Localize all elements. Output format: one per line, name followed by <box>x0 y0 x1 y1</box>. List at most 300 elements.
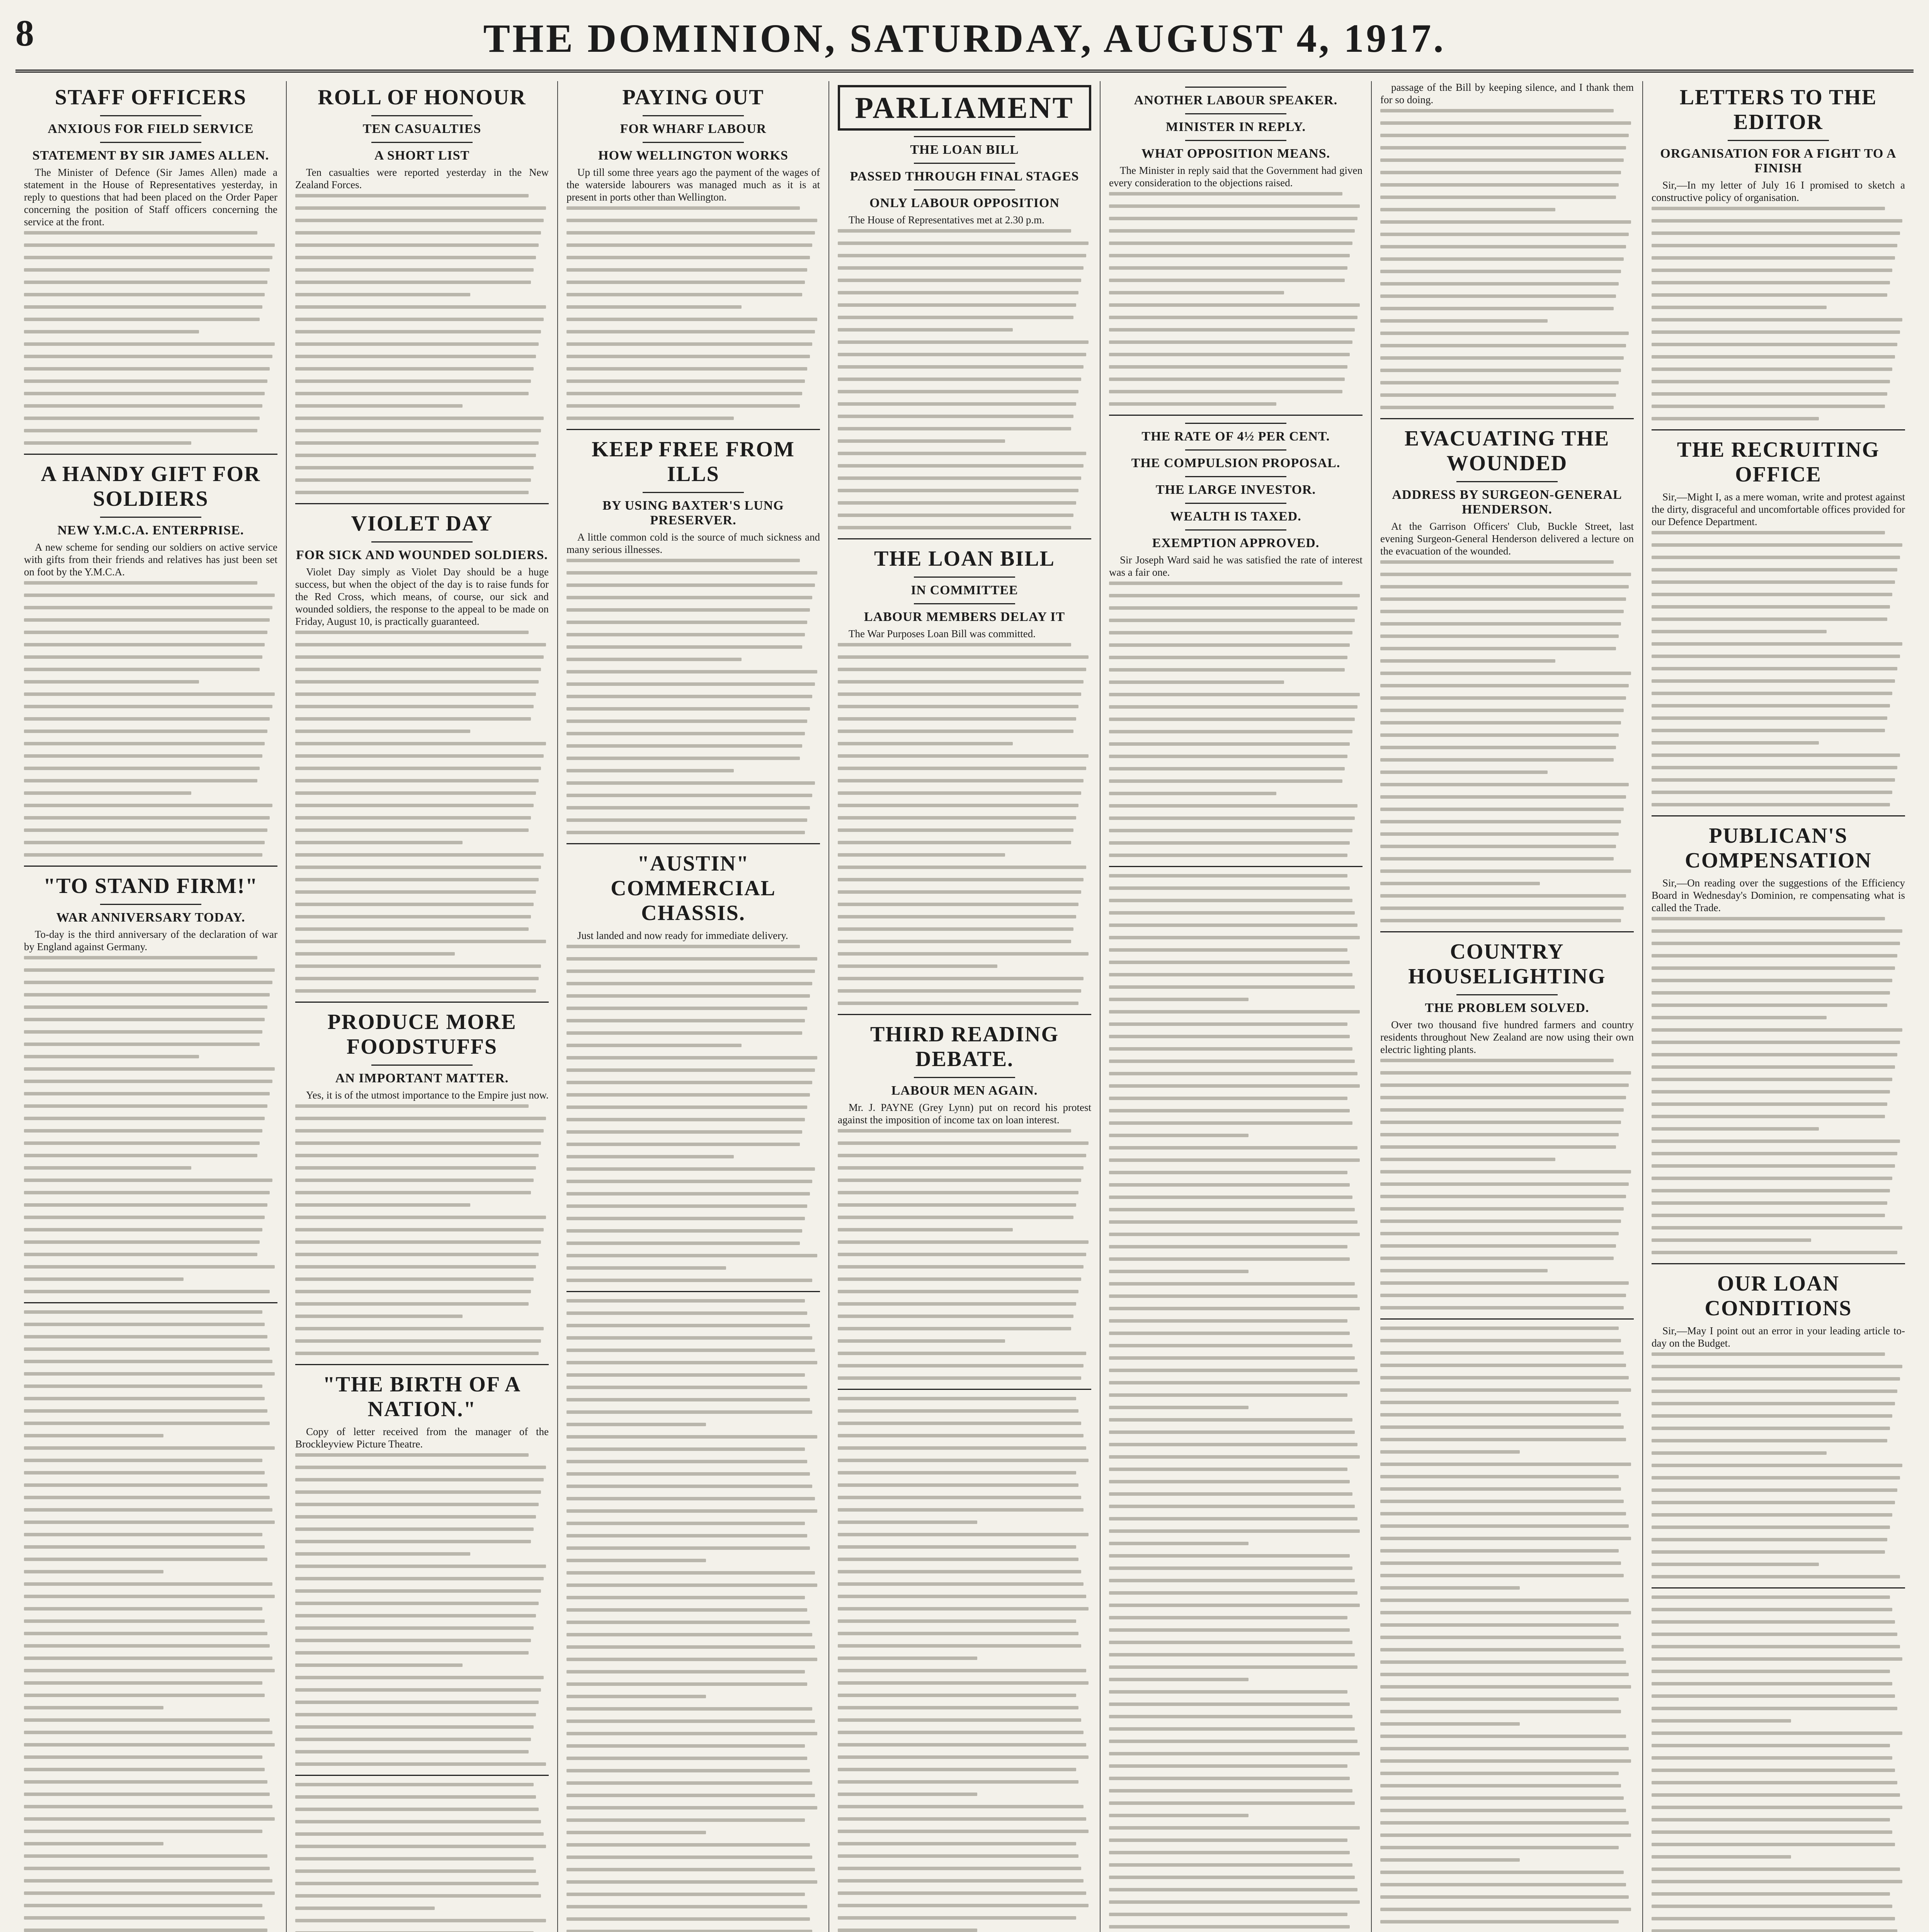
text-line <box>24 1805 272 1808</box>
text-line <box>1652 1102 1887 1106</box>
text-line <box>1652 929 1902 933</box>
text-line <box>295 1639 531 1642</box>
text-line <box>1380 1257 1614 1260</box>
text-line <box>1380 1071 1631 1075</box>
text-line <box>1380 393 1616 397</box>
text-line <box>24 1533 262 1536</box>
text-line <box>295 1783 534 1786</box>
text-line <box>838 717 1076 721</box>
text-line <box>838 1002 1078 1005</box>
article-subheading: THE LOAN BILL <box>910 143 1019 157</box>
text-line <box>838 1129 1071 1133</box>
text-line <box>1652 417 1819 420</box>
text-line <box>1652 1620 1895 1624</box>
text-line <box>24 643 265 646</box>
divider <box>914 163 1015 164</box>
article-subheading: ADDRESS BY SURGEON-GENERAL HENDERSON. <box>1392 488 1622 517</box>
text-line <box>1109 1455 1360 1459</box>
text-line <box>1109 1171 1347 1174</box>
text-line <box>24 1471 265 1475</box>
text-line <box>1109 936 1360 939</box>
text-line <box>838 1768 1076 1771</box>
text-line <box>566 583 815 587</box>
text-line <box>1109 242 1352 245</box>
text-line <box>838 1916 1076 1920</box>
text-line <box>24 1731 272 1734</box>
text-line <box>838 242 1089 245</box>
text-line <box>1380 1108 1624 1112</box>
text-line <box>24 1508 272 1512</box>
text-line <box>1380 282 1619 286</box>
text-line <box>838 1694 1076 1697</box>
body-text-block <box>1652 207 1905 420</box>
column-1 <box>15 81 287 1932</box>
article-subheading: BY USING BAXTER'S LUNG PRESERVER. <box>602 498 784 527</box>
article <box>295 1372 549 1776</box>
text-line <box>566 256 810 259</box>
section-divider <box>1652 429 1905 430</box>
text-line <box>295 1626 534 1630</box>
text-line <box>1652 1892 1890 1896</box>
text-line <box>295 717 531 721</box>
article-subheading: AN IMPORTANT MATTER. <box>335 1071 509 1085</box>
text-line <box>1380 294 1616 298</box>
divider <box>914 1077 1015 1078</box>
text-line <box>24 1570 163 1573</box>
text-line <box>1652 1139 1900 1143</box>
text-line <box>24 1793 270 1796</box>
text-line <box>24 367 270 371</box>
text-line <box>24 754 262 758</box>
text-line <box>566 1007 807 1010</box>
text-line <box>24 1582 272 1586</box>
text-line <box>1109 911 1355 915</box>
text-line <box>295 816 531 820</box>
text-line <box>566 1266 726 1270</box>
text-line <box>295 1453 529 1457</box>
text-line <box>1652 1563 1819 1566</box>
article-headline: STAFF OFFICERS <box>54 85 247 109</box>
text-line <box>1109 402 1276 406</box>
text-line <box>1109 1134 1249 1137</box>
text-line <box>838 1582 1084 1586</box>
article <box>295 1010 549 1365</box>
text-line <box>566 670 817 673</box>
divider <box>1185 113 1286 114</box>
text-line <box>295 1302 529 1306</box>
text-line <box>295 1651 529 1655</box>
text-line <box>566 1192 810 1196</box>
text-line <box>838 903 1078 906</box>
text-line <box>1109 1665 1357 1669</box>
text-line <box>24 1434 163 1437</box>
text-line <box>295 668 541 671</box>
text-line <box>838 791 1081 795</box>
text-line <box>24 779 257 782</box>
text-line <box>295 1503 539 1506</box>
article-lede: The House of Representatives met at 2.30 p.m. <box>849 214 1044 226</box>
text-line <box>566 1349 815 1352</box>
text-line <box>566 1868 815 1871</box>
text-line <box>1380 610 1624 613</box>
text-line <box>1109 1801 1355 1805</box>
article-subheading: EXEMPTION APPROVED. <box>1152 536 1320 550</box>
text-line <box>1380 1327 1619 1330</box>
text-line <box>838 643 1071 646</box>
body-text-block <box>566 945 820 1282</box>
article-lede: The Minister of Defence (Sir James Allen) made a statement in the House of Representatives yesterday, in reply to questions that had been placed on the Order Paper concerning the position of Staff officers concerning the service at the front. <box>24 167 277 228</box>
text-line <box>1380 1401 1619 1404</box>
text-line <box>295 1808 539 1811</box>
text-line <box>295 1466 546 1469</box>
text-line <box>566 417 734 420</box>
text-line <box>1380 158 1624 162</box>
text-line <box>566 1167 815 1171</box>
text-line <box>24 342 275 346</box>
text-line <box>838 1743 1086 1747</box>
text-line <box>295 491 529 494</box>
text-line <box>1652 1657 1902 1661</box>
article-subheading: ONLY LABOUR OPPOSITION <box>869 196 1060 210</box>
text-line <box>838 526 1071 529</box>
text-line <box>295 293 470 296</box>
text-line <box>1652 1744 1890 1747</box>
article <box>1380 81 1634 419</box>
text-line <box>838 464 1084 468</box>
text-line <box>1652 1226 1902 1230</box>
text-line <box>24 1817 275 1821</box>
text-line <box>1652 605 1890 609</box>
text-line <box>1652 1078 1892 1081</box>
text-line <box>566 969 815 973</box>
article-headline: COUNTRY HOUSELIGHTING <box>1408 940 1606 988</box>
article-subheading: LABOUR MEN AGAIN. <box>891 1083 1038 1098</box>
text-line <box>1109 767 1345 770</box>
text-line <box>24 1694 265 1697</box>
text-line <box>566 1155 734 1158</box>
text-line <box>295 1919 546 1922</box>
text-line <box>1380 171 1621 174</box>
text-line <box>838 1434 1084 1437</box>
section-divider <box>1652 815 1905 816</box>
text-line <box>295 454 536 457</box>
text-line <box>24 1240 260 1244</box>
text-line <box>295 256 536 259</box>
text-line <box>24 1043 260 1046</box>
text-line <box>566 1509 817 1513</box>
text-line <box>295 1869 536 1873</box>
text-line <box>838 1656 977 1660</box>
text-line <box>1380 1294 1626 1297</box>
text-line <box>838 1240 1089 1244</box>
text-line <box>24 1916 265 1920</box>
text-line <box>1652 679 1895 683</box>
text-line <box>1109 1579 1355 1582</box>
text-line <box>1109 1777 1350 1780</box>
text-line <box>295 1154 539 1157</box>
article <box>838 546 1091 1015</box>
divider <box>371 115 473 116</box>
text-line <box>566 1485 812 1488</box>
text-line <box>24 705 272 708</box>
text-line <box>24 791 191 795</box>
text-line <box>24 1755 262 1759</box>
text-line <box>1380 1145 1616 1149</box>
article <box>24 85 277 455</box>
text-line <box>838 816 1076 820</box>
text-line <box>1109 961 1350 964</box>
text-line <box>1380 1772 1619 1775</box>
text-line <box>566 1093 810 1097</box>
divider <box>100 142 201 143</box>
text-line <box>838 489 1078 492</box>
article-headline: "AUSTIN" COMMERCIAL CHASSIS. <box>611 852 776 925</box>
column-3 <box>558 81 829 1932</box>
text-line <box>1380 1747 1629 1750</box>
text-line <box>1380 1463 1631 1466</box>
divider <box>1456 481 1558 482</box>
text-line <box>1652 318 1902 321</box>
text-line <box>24 1718 270 1722</box>
text-line <box>24 379 267 383</box>
text-line <box>838 730 1073 733</box>
text-line <box>295 1339 541 1343</box>
text-line <box>1652 1238 1811 1242</box>
text-line <box>1380 1269 1548 1272</box>
text-line <box>566 1336 812 1340</box>
text-line <box>566 806 810 810</box>
text-line <box>24 1154 257 1157</box>
text-line <box>295 1540 531 1543</box>
text-line <box>295 828 529 832</box>
text-line <box>1380 845 1616 848</box>
article <box>1380 426 1634 932</box>
text-line <box>24 293 265 296</box>
text-line <box>295 1117 546 1120</box>
text-line <box>1380 344 1626 347</box>
masthead-title: THE DOMINION, SATURDAY, AUGUST 4, 1917. <box>483 16 1446 61</box>
text-line <box>838 754 1089 758</box>
text-line <box>295 804 534 807</box>
text-line <box>1380 1561 1621 1565</box>
text-line <box>24 1558 267 1561</box>
section-divider <box>566 429 820 430</box>
text-line <box>566 794 812 797</box>
text-line <box>566 645 802 649</box>
text-line <box>24 1277 184 1281</box>
text-line <box>295 952 455 956</box>
text-line <box>295 643 546 646</box>
body-text-block <box>1652 1595 1905 1932</box>
text-line <box>566 379 805 383</box>
text-line <box>1109 1332 1350 1335</box>
text-line <box>295 1228 544 1231</box>
text-line <box>1652 1028 1902 1032</box>
text-line <box>24 631 267 634</box>
text-line <box>1652 1003 1887 1007</box>
text-line <box>838 427 1071 430</box>
text-line <box>295 342 539 346</box>
body-text-block <box>1652 917 1905 1254</box>
text-line <box>838 952 1089 956</box>
text-line <box>295 1688 541 1692</box>
text-line <box>1380 1611 1631 1614</box>
divider <box>914 136 1015 137</box>
text-line <box>1109 1653 1355 1656</box>
article-headline: KEEP FREE FROM ILLS <box>592 437 795 486</box>
text-line <box>566 1472 810 1476</box>
text-line <box>1380 622 1621 626</box>
text-line <box>838 1570 1081 1573</box>
text-line <box>1380 270 1621 273</box>
text-line <box>24 1879 272 1883</box>
section-divider <box>295 1775 549 1776</box>
text-line <box>566 1695 706 1698</box>
text-line <box>1380 1388 1631 1392</box>
text-line <box>1109 779 1342 783</box>
text-line <box>838 1854 1078 1858</box>
text-line <box>838 514 1073 517</box>
text-line <box>24 1496 270 1499</box>
text-line <box>838 680 1084 684</box>
text-line <box>1652 630 1827 633</box>
body-text-block <box>1109 582 1363 857</box>
divider <box>1185 87 1286 88</box>
text-line <box>566 1229 802 1233</box>
text-line <box>295 1857 534 1861</box>
text-line <box>566 1893 805 1896</box>
text-line <box>1652 1352 1885 1356</box>
text-line <box>1380 1133 1619 1136</box>
text-line <box>295 466 534 469</box>
article-subheading: MINISTER IN REPLY. <box>1165 120 1306 134</box>
text-line <box>566 818 807 822</box>
text-line <box>1109 656 1347 659</box>
text-line <box>1380 1121 1621 1124</box>
text-line <box>295 243 539 247</box>
text-line <box>295 194 529 197</box>
text-line <box>24 853 262 857</box>
text-line <box>566 342 812 346</box>
text-line <box>1109 365 1347 369</box>
article-subheading: NEW Y.M.C.A. ENTERPRISE. <box>57 523 244 537</box>
body-text-block <box>24 231 277 445</box>
text-line <box>1109 804 1357 808</box>
article <box>24 462 277 867</box>
text-line <box>1109 1641 1352 1644</box>
text-line <box>295 1894 541 1898</box>
text-line <box>566 1559 706 1562</box>
text-line <box>1652 231 1900 235</box>
text-line <box>295 791 536 795</box>
text-line <box>1652 1164 1895 1168</box>
text-line <box>566 1522 805 1525</box>
section-divider <box>566 1291 820 1292</box>
text-line <box>1380 585 1629 588</box>
divider <box>1185 476 1286 477</box>
text-line <box>838 1471 1076 1475</box>
text-line <box>838 1607 1089 1611</box>
article-lede: Yes, it is of the utmost importance to the Empire just now. <box>306 1089 549 1101</box>
text-line <box>566 1794 815 1797</box>
text-line <box>838 1265 1084 1269</box>
text-line <box>1652 991 1890 995</box>
text-line <box>566 658 742 661</box>
text-line <box>838 1290 1078 1293</box>
text-line <box>295 1750 529 1753</box>
text-line <box>1652 1476 1900 1480</box>
article-subheading: ANOTHER LABOUR SPEAKER. <box>1134 93 1338 107</box>
text-line <box>24 1830 262 1833</box>
article <box>1109 423 1363 867</box>
text-line <box>24 1129 262 1133</box>
text-line <box>24 1459 262 1462</box>
text-line <box>838 1166 1084 1170</box>
text-line <box>838 1817 1086 1821</box>
text-line <box>1652 1731 1902 1735</box>
text-line <box>838 964 997 968</box>
text-line <box>1380 1735 1626 1738</box>
text-line <box>295 367 534 371</box>
text-line <box>24 1005 267 1009</box>
article-lede: passage of the Bill by keeping silence, and I thank them for so doing. <box>1380 82 1634 105</box>
text-line <box>295 1253 539 1256</box>
text-line <box>1652 1769 1895 1772</box>
section-divider <box>24 866 277 867</box>
text-line <box>838 1508 1084 1512</box>
text-line <box>1652 1670 1890 1673</box>
text-line <box>1380 1475 1619 1478</box>
text-line <box>24 692 275 696</box>
text-line <box>295 1129 544 1133</box>
text-line <box>566 1423 706 1426</box>
text-line <box>1109 1628 1350 1632</box>
article-lede: A little common cold is the source of much sickness and many serious illnesses. <box>566 531 820 555</box>
text-line <box>838 1632 1078 1635</box>
text-line <box>566 1118 805 1121</box>
text-line <box>1380 1096 1626 1099</box>
text-line <box>1109 1369 1357 1372</box>
text-line <box>838 977 1084 980</box>
text-line <box>566 1596 805 1599</box>
text-line <box>1380 381 1619 384</box>
text-line <box>1652 1633 1897 1636</box>
text-line <box>24 268 270 272</box>
text-line <box>838 1327 1071 1330</box>
text-line <box>295 1191 531 1194</box>
divider <box>1728 140 1829 141</box>
text-line <box>1652 1694 1895 1698</box>
divider <box>914 603 1015 604</box>
text-line <box>1652 306 1827 309</box>
text-line <box>838 452 1086 455</box>
text-line <box>1652 1806 1902 1809</box>
text-line <box>24 1216 265 1219</box>
text-line <box>566 1081 812 1084</box>
text-line <box>1652 1595 1890 1599</box>
text-line <box>295 1490 541 1494</box>
text-line <box>1380 1438 1626 1441</box>
text-line <box>566 982 812 985</box>
text-line <box>1109 1468 1347 1471</box>
text-line <box>838 1879 1084 1883</box>
article-headline: PRODUCE MORE FOODSTUFFS <box>327 1010 517 1059</box>
text-line <box>24 1397 265 1400</box>
text-line <box>566 1571 815 1575</box>
text-line <box>1652 1608 1892 1611</box>
text-line <box>1109 1505 1355 1508</box>
divider <box>371 142 473 143</box>
